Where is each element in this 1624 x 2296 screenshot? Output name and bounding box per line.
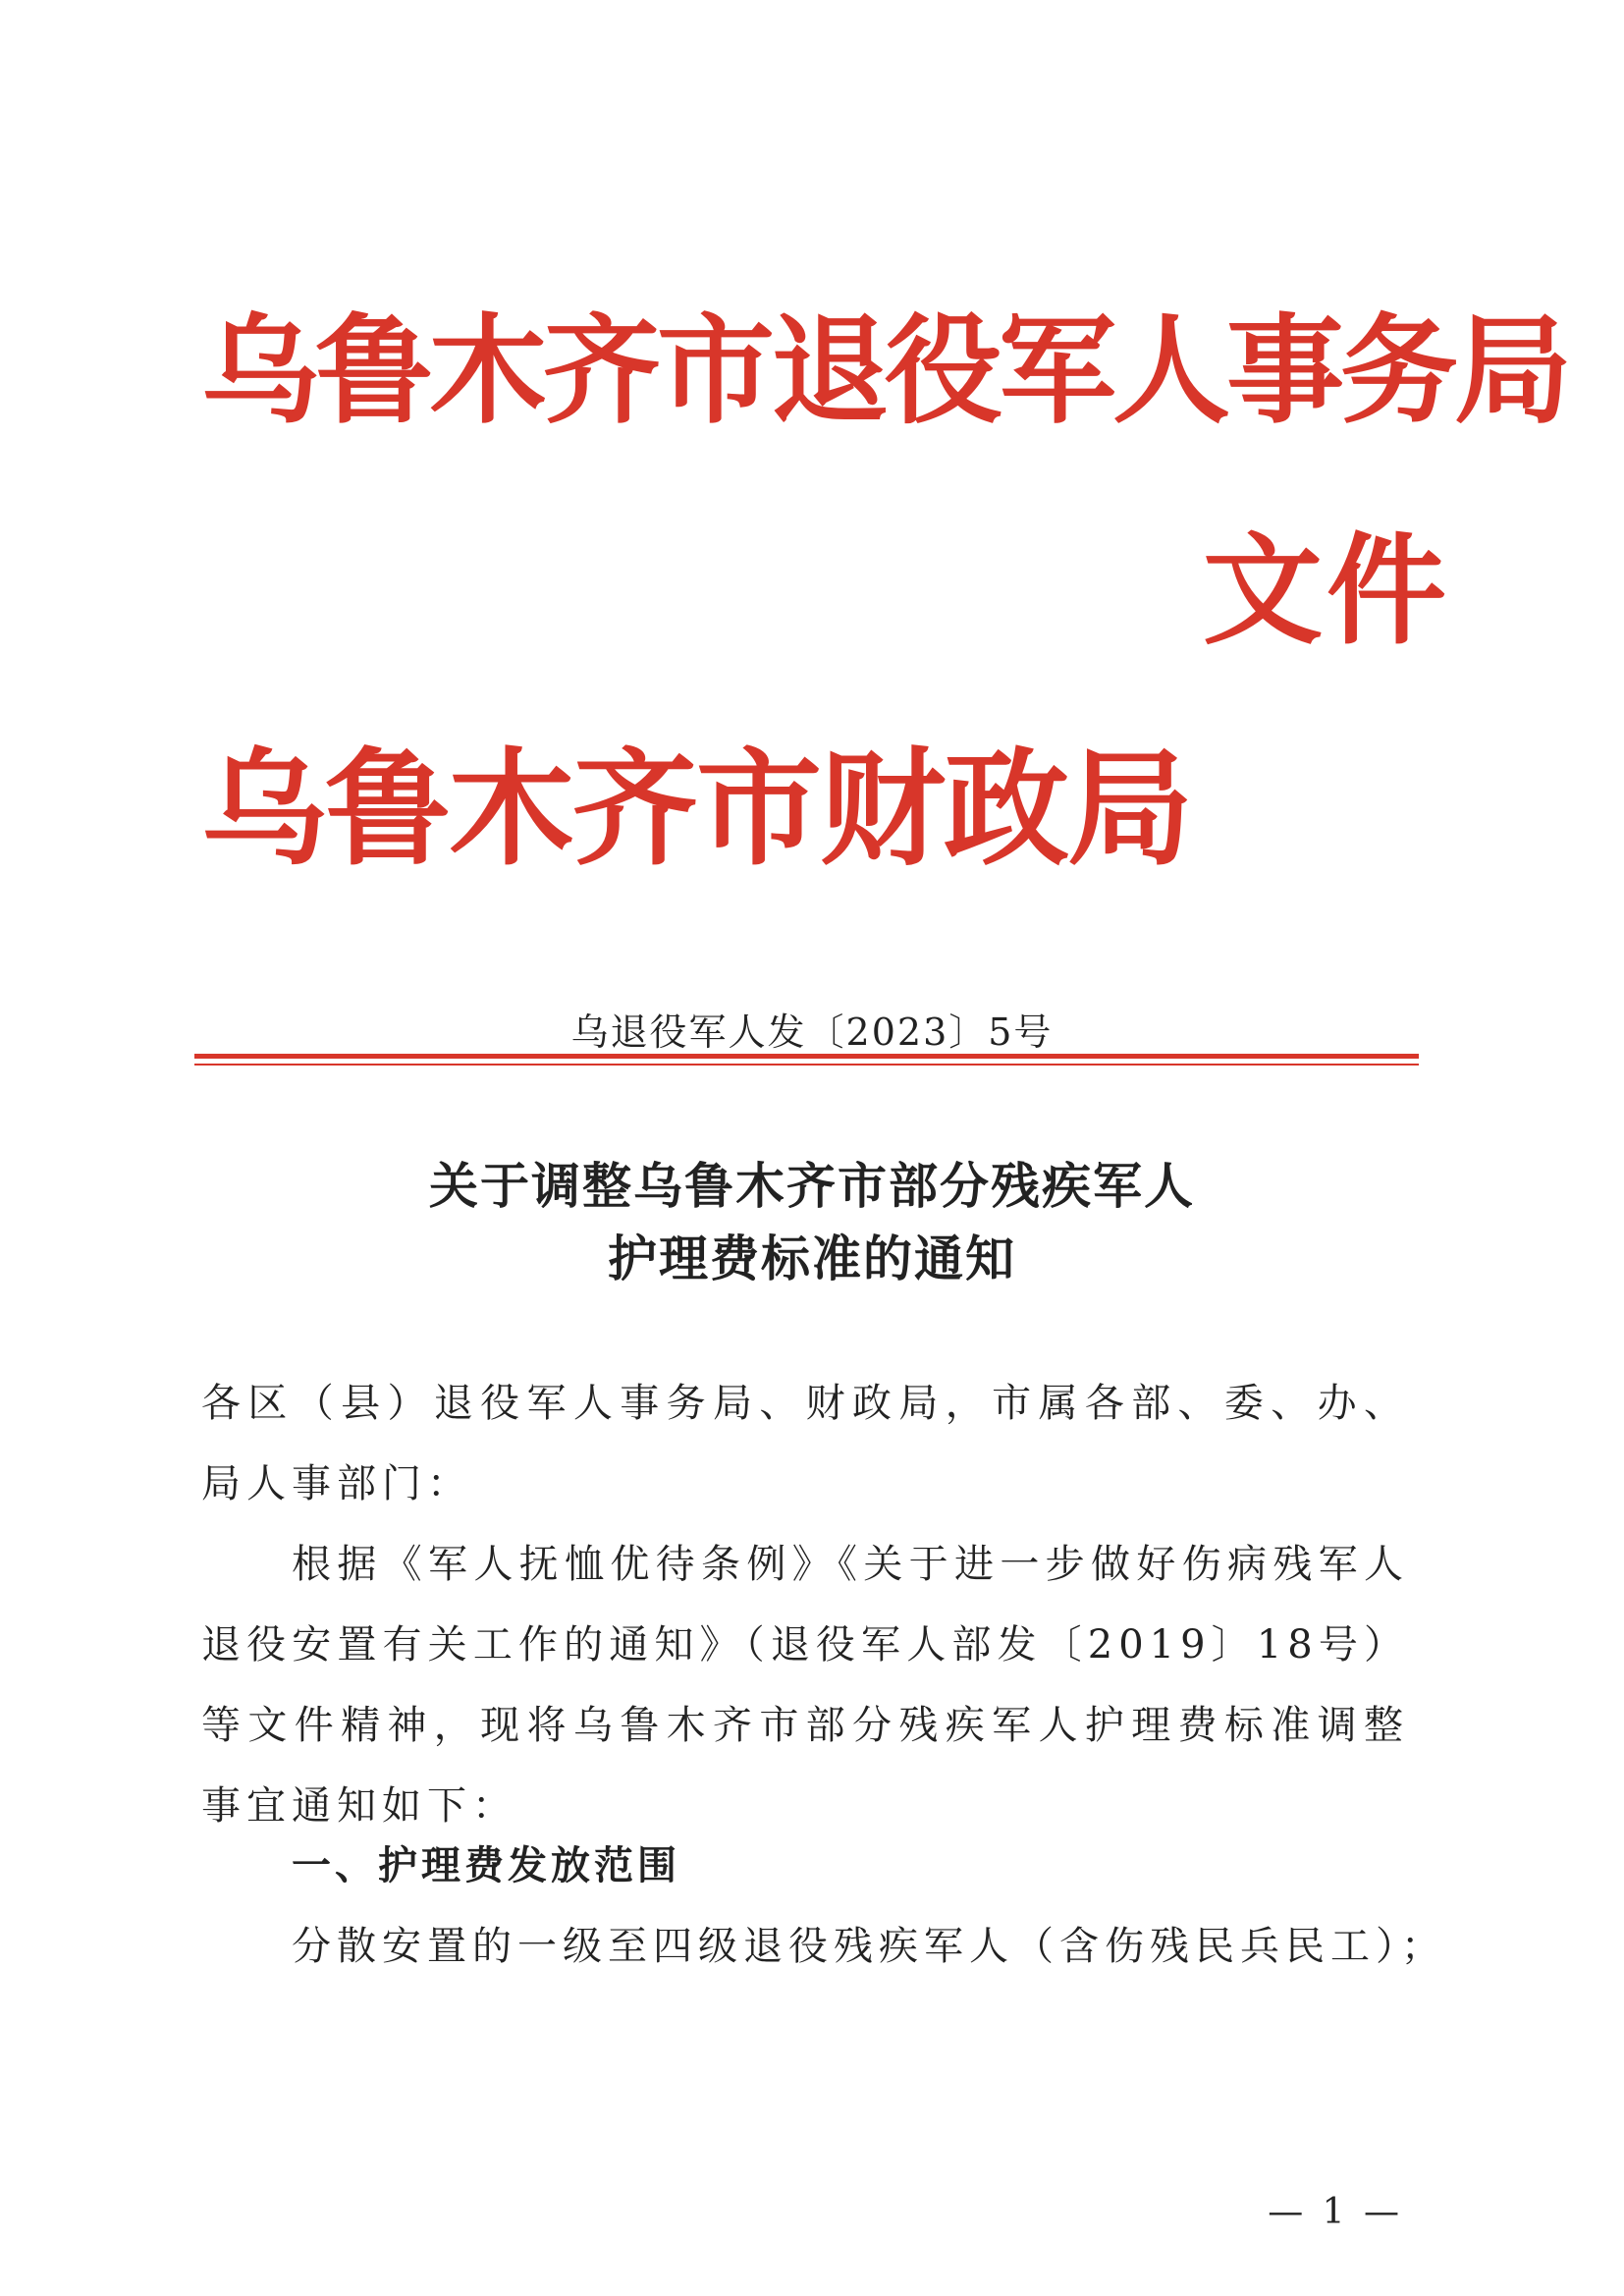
document-label: 文件	[1203, 519, 1450, 661]
document-title-line1: 关于调整乌鲁木齐市部分残疾军人	[429, 1158, 1195, 1215]
section-heading: 一、护理费发放范围	[292, 1843, 680, 1888]
recipients: 各区（县）退役军人事务局、财政局，市属各部、委、办、局人事部门：	[201, 1381, 1409, 1506]
issuing-agency-veterans: 乌鲁木齐市退役军人事务局	[201, 301, 1568, 440]
red-divider-thick	[194, 1054, 1419, 1059]
issuing-agency-finance: 乌鲁木齐市财政局	[201, 736, 1192, 883]
red-divider-thin	[194, 1064, 1419, 1066]
body-paragraph: 根据《军人抚恤优待条例》《关于进一步做好伤病残军人退役安置有关工作的通知》（退役军人部发〔2019〕18号）等文件精神，现将乌鲁木齐市部分残疾军人护理费标准调整事宜通知如下：	[201, 1542, 1409, 1829]
document-number: 乌退役军人发〔2023〕5号	[570, 1011, 1054, 1054]
section-text: 分散安置的一级至四级退役残疾军人（含伤残民兵民工）；	[292, 1924, 1446, 1969]
page-number: — 1 —	[1268, 2192, 1403, 2232]
document-title-line2: 护理费标准的通知	[608, 1230, 1016, 1287]
